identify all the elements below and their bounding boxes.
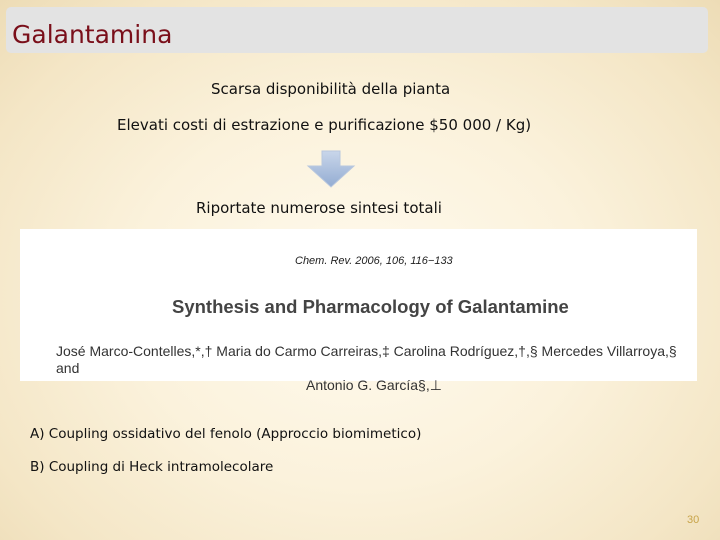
paper-header-image [20,229,697,393]
text-line-syntheses: Riportate numerose sintesi totali [196,199,442,217]
slide-title: Galantamina [12,20,173,49]
down-arrow-icon [306,150,356,188]
paper-authors [56,343,688,394]
approach-item-a: A) Coupling ossidativo del fenolo (Approccio biomimetico) [30,426,422,442]
paper-citation: Chem. Rev. 2006, 106, 116−133 [295,255,453,267]
approach-item-b: B) Coupling di Heck intramolecolare [30,459,274,475]
page-number: 30 [687,514,700,526]
authors-line-1: José Marco-Contelles,*,† Maria do Carmo Carreiras,‡ Carolina Rodríguez,†,§ Mercedes Villarroya,§ and [56,343,677,376]
paper-title: Synthesis and Pharmacology of Galantamine [172,296,569,317]
text-line-costs: Elevati costi di estrazione e purificazione $50 000 / Kg) [117,116,532,134]
text-line-availability: Scarsa disponibilità della pianta [211,80,451,98]
authors-line-2: Antonio G. García§,⊥ [306,377,442,393]
